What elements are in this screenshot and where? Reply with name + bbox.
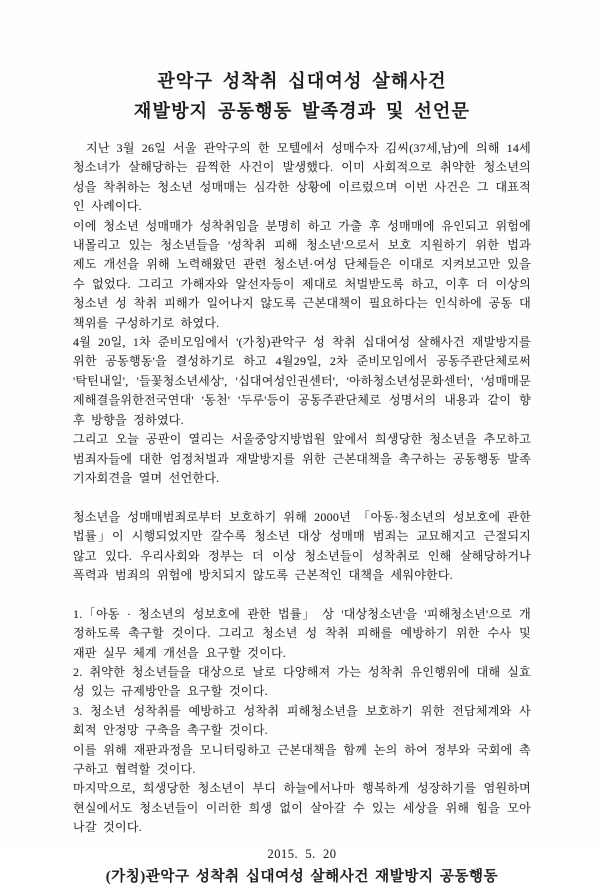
paragraph: 지난 3월 26일 서울 관악구의 한 모텔에서 성매수자 김씨(37세,남)에 의해 14세 청소녀가 살해당하는 끔찍한 사건이 발생했다. 이미 사회적으로 취약한 청소년의 성을 착취하는 청소년 성매매는 심각한 상황에 이르렀으며 이번 사건은 그 대표적인 사례이다.: [73, 141, 531, 214]
document-body: [73, 139, 531, 838]
title-line-2: 재발방지 공동행동 발족경과 및 선언문: [133, 101, 471, 121]
paragraph: 3. 청소년 성착취를 예방하고 성착취 피해청소년을 보호하기 위한 전담체계와 사회적 안정망 구축을 촉구할 것이다.: [73, 703, 531, 738]
paragraph: 이를 위해 재판과정을 모니터링하고 근본대책을 함께 논의 하여 정부와 국회에 촉구하고 협력할 것이다.: [73, 742, 531, 776]
paragraph-spacer: [73, 488, 531, 507]
signature-line: (가칭)관악구 성착취 십대여성 살해사건 재발방지 공동행동: [105, 868, 499, 885]
paragraph: 4월 20일, 1차 준비모임에서 '(가칭)관악구 성 착취 십대여성 살해사건 재발방지를 위한 공동행동'을 결성하기로 하고 4월29일, 2차 준비모임에서 공동주관단체로써 '탁틴내일', '들꽃청소년세상', '십대여성인권센터', '아하청소년성문화센터', '성매매문제해결을위한전국연대' '동천' '두루'등이 공동주관단체로 성명서의 내용과 같이 향후 방향을 정하였다.: [73, 335, 531, 427]
paragraph: 2. 취약한 청소년들을 대상으로 날로 다양해져 가는 성착취 유인행위에 대해 실효성 있는 규제방안을 요구할 것이다.: [73, 664, 531, 699]
paragraph: 이에 청소년 성매매가 성착취임을 분명히 하고 가출 후 성매매에 유인되고 위험에 내몰리고 있는 청소년들을 '성착취 피해 청소년'으로서 보호 지원하기 위한 법과 제도 개선을 위해 노력해왔던 관련 청소년·여성 단체들은 이대로 지켜보고만 있을 수 없었다. 그리고 가해자와 알선자등이 제대로 처벌받도록 하고, 이후 더 이상의 청소년 성 착취 피해가 일어나지 않도록 근본대책이 필요하다는 인식하에 공동 대책위를 구성하기로 하였다.: [73, 218, 531, 330]
document-date: 2015. 5. 20: [267, 846, 337, 861]
document-title: [73, 66, 531, 126]
paragraph: 마지막으로, 희생당한 청소년이 부디 하늘에서나마 행복하게 성장하기를 염원하며 현실에서도 청소년들이 이러한 희생 없이 살아갈 수 있는 세상을 위해 힘을 모아나갈 것이다.: [73, 781, 531, 835]
paragraph: 1.「아동 · 청소년의 성보호에 관한 법률」 상 '대상청소년'을 '피해청소년'으로 개정하도록 촉구할 것이다. 그리고 청소년 성 착취 피해를 예방하기 위한 수사 및 재판 실무 체계 개선을 요구할 것이다.: [73, 606, 531, 660]
title-line-1: 관악구 성착취 십대여성 살해사건: [157, 71, 447, 91]
paragraph: 청소년을 성매매범죄로부터 보호하기 위해 2000년 「아동·청소년의 성보호에 관한 법률」이 시행되었지만 갈수록 청소년 대상 성매매 범죄는 교묘해지고 근절되지 않고 있다. 우리사회와 정부는 더 이상 청소년들이 성착취로 인해 살해당하거나 폭력과 범죄의 위험에 방치되지 않도록 근본적인 대책을 세워야한다.: [73, 509, 531, 582]
paragraph-spacer: [73, 585, 531, 604]
paragraph: 그리고 오늘 공판이 열리는 서울중앙지방법원 앞에서 희생당한 청소년을 추모하고 범죄자들에 대한 엄정처벌과 재발방지를 위한 근본대책을 촉구하는 공동행동 발족기자회견을 열며 선언한다.: [73, 432, 531, 485]
